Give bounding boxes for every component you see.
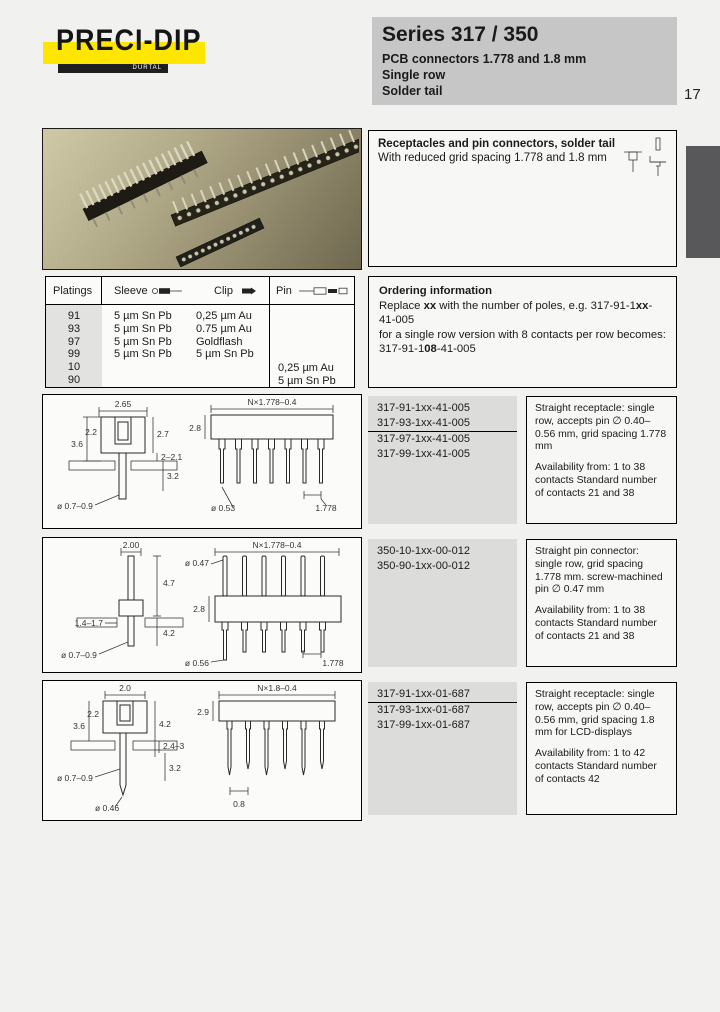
svg-text:4.7: 4.7	[163, 578, 175, 588]
intro-title: Receptacles and pin connectors, solder tail	[378, 138, 616, 150]
drawing-receptacle-lcd	[42, 680, 362, 821]
svg-text:ø 0.53: ø 0.53	[211, 503, 236, 513]
clip-value: 0,25 µm Au	[196, 310, 252, 322]
technical-drawing-2	[43, 538, 359, 670]
header-subtitle-1: PCB connectors 1.778 and 1.8 mm	[382, 52, 587, 66]
part-number: 317-99-1xx-01-687	[377, 719, 470, 731]
logo-sub-bar: DURTAL	[58, 64, 168, 73]
pin-symbol-icon	[650, 138, 666, 176]
part-number: 350-10-1xx-00-012	[377, 545, 470, 557]
svg-text:N×1.8–0.4: N×1.8–0.4	[257, 683, 297, 693]
svg-text:ø 0.46: ø 0.46	[95, 803, 120, 813]
logo-brand-text: PRECI-DIP	[56, 24, 202, 57]
sleeve-values	[114, 310, 194, 361]
sleeve-value: 5 µm Sn Pb	[114, 335, 172, 348]
description-section-1	[526, 396, 677, 524]
availability-text: Availability from: 1 to 38 contacts Standard number of contacts 21 and 38	[535, 605, 657, 642]
pin-value: 5 µm Sn Pb	[278, 374, 336, 387]
platings-table-header	[46, 277, 354, 305]
svg-text:2.8: 2.8	[193, 604, 205, 614]
svg-text:3.2: 3.2	[169, 763, 181, 773]
availability-text: Availability from: 1 to 38 contacts Standard number of contacts 21 and 38	[535, 462, 657, 499]
plating-code: 90	[67, 373, 81, 386]
part-number: 317-99-1xx-41-005	[377, 448, 470, 460]
connector-photo-art	[43, 129, 359, 267]
description-text: Straight receptacle: single row, accepts pin ∅ 0.40–0.56 mm, grid spacing 1.8 mm for LCD-displays	[535, 689, 655, 739]
svg-text:ø 0.56: ø 0.56	[184, 658, 209, 668]
clip-value: 0.75 µm Au	[196, 322, 252, 335]
sleeve-value: 5 µm Sn Pb	[114, 310, 172, 322]
intro-box	[368, 130, 677, 267]
sleeve-value: 5 µm Sn Pb	[114, 322, 172, 335]
technical-drawing-1	[43, 395, 359, 526]
availability-text: Availability from: 1 to 42 contacts Standard number of contacts 42	[535, 748, 657, 785]
side-index-tab	[686, 146, 720, 258]
plating-codes	[46, 305, 102, 387]
description-section-3	[526, 682, 677, 815]
clip-value: Goldflash	[196, 335, 243, 348]
part-numbers-section-2	[368, 539, 517, 667]
svg-text:ø 0.7–0.9: ø 0.7–0.9	[57, 773, 93, 783]
pin-icon	[298, 286, 350, 296]
svg-text:2.7: 2.7	[157, 429, 169, 439]
part-number: 317-91-1xx-01-687	[368, 687, 517, 703]
receptacle-symbol-icon	[624, 152, 642, 172]
svg-text:3.6: 3.6	[73, 721, 85, 731]
description-text: Straight pin connector: single row, grid spacing 1.778 mm. screw-machined pin ∅ 0.47 mm	[535, 546, 663, 596]
plating-code: 99	[67, 348, 81, 361]
ordering-text-line-2: for a single row version with 8 contacts per row becomes:	[379, 328, 666, 341]
svg-text:1.4–1.7: 1.4–1.7	[74, 618, 103, 628]
svg-text:ø 0.47: ø 0.47	[184, 558, 209, 568]
part-number: 317-93-1xx-01-687	[377, 704, 470, 716]
ordering-title: Ordering information	[379, 285, 492, 297]
page-title: Series 317 / 350	[382, 23, 539, 46]
header-subtitle-3: Solder tail	[382, 84, 443, 98]
svg-text:1.778: 1.778	[315, 503, 337, 513]
svg-text:4.2: 4.2	[159, 719, 171, 729]
svg-text:2.9: 2.9	[197, 707, 209, 717]
page-number: 17	[684, 86, 701, 103]
drawing-pin-connector	[42, 537, 362, 673]
description-section-2	[526, 539, 677, 667]
svg-text:3.2: 3.2	[167, 471, 179, 481]
col-header-pin: Pin	[276, 285, 292, 297]
col-header-platings: Platings	[53, 285, 93, 297]
svg-text:4.2: 4.2	[163, 628, 175, 638]
pin-values	[278, 362, 356, 388]
svg-text:2.2: 2.2	[85, 427, 97, 437]
col-header-clip: Clip	[214, 285, 233, 297]
sleeve-icon	[151, 286, 183, 296]
product-photo	[42, 128, 362, 270]
description-text: Straight receptacle: single row, accepts pin ∅ 0.40–0.56 mm, grid spacing 1.778 mm	[535, 403, 667, 453]
intro-subtitle: With reduced grid spacing 1.778 and 1.8 mm	[378, 152, 607, 164]
svg-text:ø 0.7–0.9: ø 0.7–0.9	[57, 501, 93, 511]
svg-text:2.4–3: 2.4–3	[163, 741, 185, 751]
svg-text:N×1.778–0.4: N×1.778–0.4	[252, 540, 302, 550]
ordering-text-line-1: Replace xx with the number of poles, e.g. 317-91-1xx-41-005	[379, 299, 653, 326]
clip-values	[196, 310, 271, 361]
part-number: 317-93-1xx-41-005	[368, 416, 517, 432]
ordering-information	[368, 276, 677, 388]
part-numbers-section-1	[368, 396, 517, 524]
svg-text:2.65: 2.65	[114, 399, 132, 409]
clip-value: 5 µm Sn Pb	[196, 348, 254, 361]
sleeve-value: 5 µm Sn Pb	[114, 348, 172, 361]
part-number: 350-90-1xx-00-012	[377, 560, 470, 572]
plating-code: 10	[67, 361, 81, 374]
part-number: 317-91-1xx-41-005	[377, 402, 470, 414]
header-subtitle-2: Single row	[382, 68, 446, 82]
part-number: 317-97-1xx-41-005	[377, 433, 470, 445]
svg-text:3.6: 3.6	[71, 439, 83, 449]
plating-code: 97	[67, 335, 81, 348]
plating-code: 91	[67, 310, 81, 322]
svg-text:2.00: 2.00	[122, 540, 140, 550]
connector-symbols	[622, 136, 670, 180]
svg-text:2.2: 2.2	[87, 709, 99, 719]
svg-text:0.8: 0.8	[233, 799, 245, 809]
svg-text:2.0: 2.0	[119, 683, 131, 693]
part-numbers-section-3	[368, 682, 517, 815]
page-header	[372, 17, 677, 105]
technical-drawing-3	[43, 681, 359, 818]
col-header-sleeve: Sleeve	[114, 285, 148, 297]
drawing-receptacle-1778	[42, 394, 362, 529]
svg-text:2–2.1: 2–2.1	[161, 452, 183, 462]
clip-icon	[240, 286, 258, 296]
plating-code: 93	[67, 322, 81, 335]
pin-value: 0,25 µm Au	[278, 362, 334, 374]
svg-text:2.8: 2.8	[189, 423, 201, 433]
svg-text:N×1.778–0.4: N×1.778–0.4	[247, 397, 297, 407]
svg-text:ø 0.7–0.9: ø 0.7–0.9	[61, 650, 97, 660]
ordering-text-line-3: 317-91-108-41-005	[379, 343, 476, 355]
svg-text:1.778: 1.778	[322, 658, 344, 668]
platings-table	[45, 276, 355, 388]
